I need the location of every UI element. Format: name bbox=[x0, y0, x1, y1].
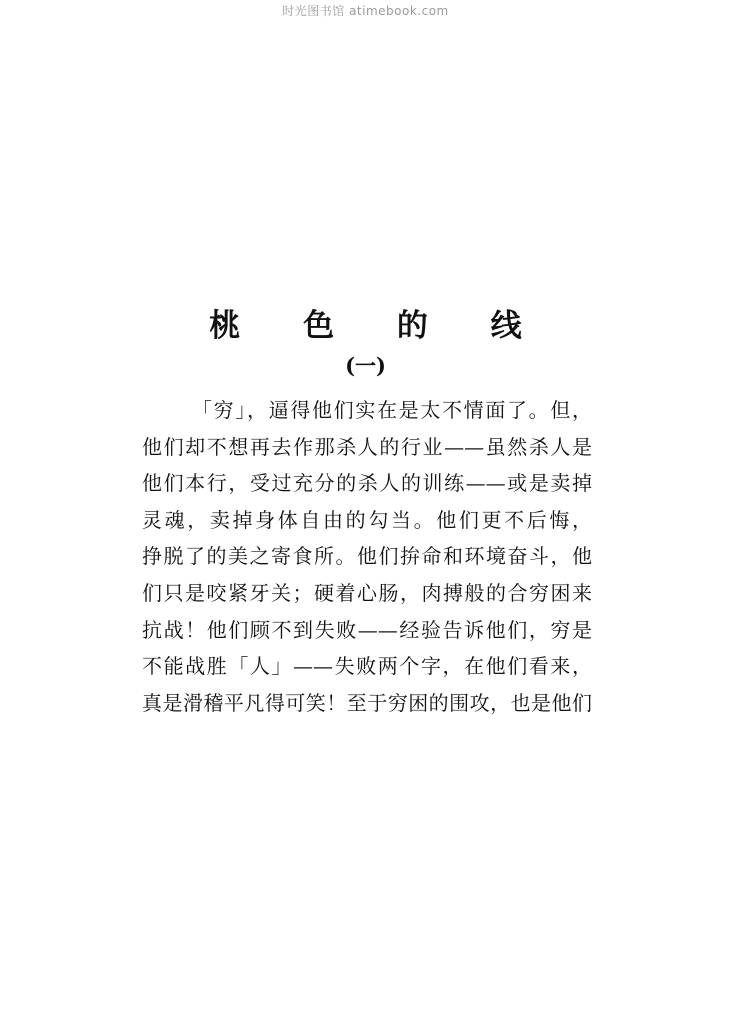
paragraph-line: 「穷」，逼得他们实在是太不情面了。但， bbox=[192, 398, 592, 422]
watermark-text: 时光图书馆 atimebook.com bbox=[282, 4, 449, 18]
paragraph-line: 抗战！他们顾不到失败——经验告诉他们，穷是 bbox=[142, 617, 592, 642]
paragraph-line: 他们却不想再去作那杀人的行业——虽然杀人是 bbox=[142, 434, 592, 459]
paragraph-line: 们只是咬紧牙关；硬着心肠，肉搏般的合穷困来 bbox=[142, 580, 592, 605]
section-number: (一) bbox=[345, 353, 386, 378]
chapter-title: 桃 色 的 线 bbox=[209, 308, 548, 344]
paragraph-line: 不能战胜「人」——失败两个字，在他们看来， bbox=[142, 654, 592, 679]
paragraph-line: 他们本行，受过充分的杀人的训练——或是卖掉 bbox=[142, 471, 592, 496]
paragraph-line: 灵魂，卖掉身体自由的勾当。他们更不后悔， bbox=[142, 507, 592, 532]
paragraph-line: 挣脱了的美之寄食所。他们拚命和环境奋斗，他 bbox=[142, 544, 592, 569]
body-paragraph bbox=[142, 392, 592, 721]
paragraph-line: 真是滑稽平凡得可笑！至于穷困的围攻，也是他们 bbox=[142, 690, 592, 715]
